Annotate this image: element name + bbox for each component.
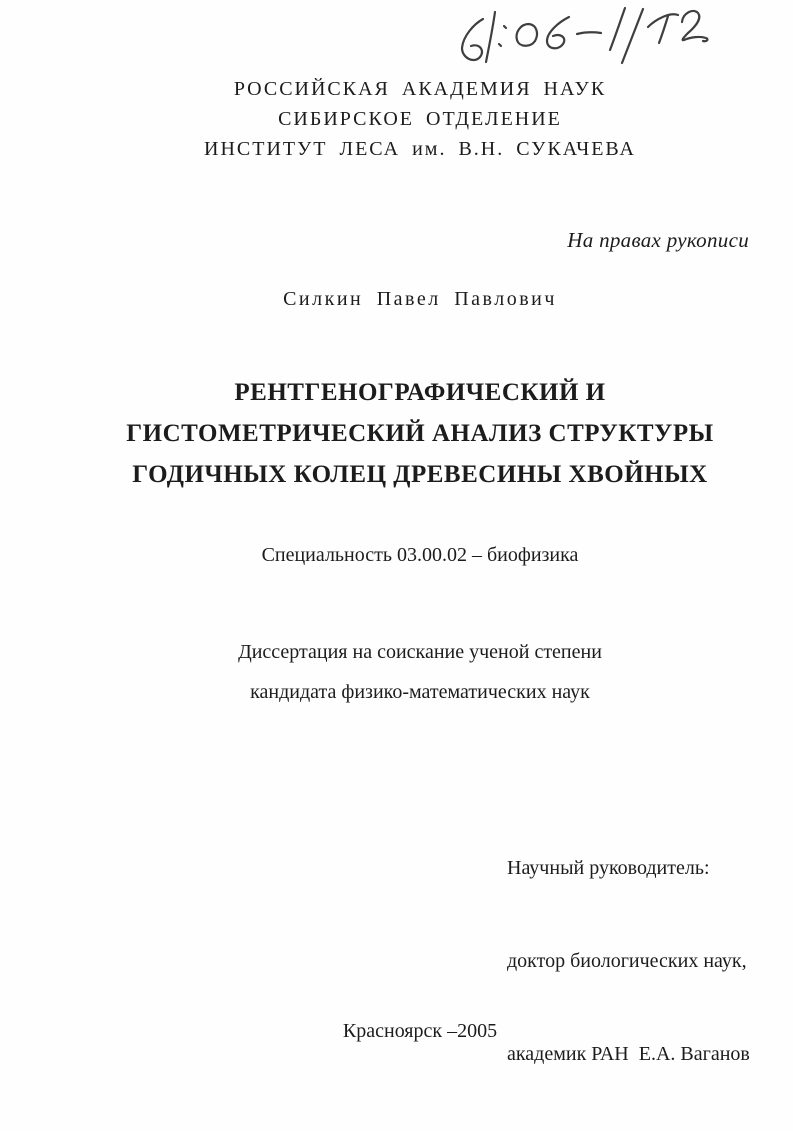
supervisor-heading: Научный руководитель: (507, 857, 710, 879)
degree-line-2: кандидата физико-математических наук (250, 681, 590, 703)
specialty-line: Специальность 03.00.02 – биофизика (261, 544, 579, 566)
institution-header (47, 74, 793, 164)
dissertation-title (47, 372, 793, 495)
handwritten-archive-code (430, 0, 720, 65)
institution-line-branch: СИБИРСКОЕ ОТДЕЛЕНИЕ (278, 108, 562, 130)
imprint-city-year: Красноярск –2005 (342, 1020, 498, 1042)
degree-line-1: Диссертация на соискание ученой степени (238, 641, 602, 663)
supervisor-degree: доктор биологических наук, (507, 950, 747, 972)
manuscript-rights-note: На правах рукописи (567, 228, 749, 252)
author-name: Силкин Павел Павлович (283, 288, 557, 310)
title-line-1: РЕНТГЕНОГРАФИЧЕСКИЙ И (234, 379, 606, 406)
handwriting-strokes-icon (430, 0, 720, 65)
institution-line-academy: РОССИЙСКАЯ АКАДЕМИЯ НАУК (233, 78, 607, 100)
supervisor-name: академик РАН Е.А. Ваганов (507, 1043, 750, 1065)
degree-statement (47, 632, 793, 712)
supervisor-block (507, 791, 750, 1132)
title-line-2: ГИСТОМЕТРИЧЕСКИЙ АНАЛИЗ СТРУКТУРЫ (126, 420, 714, 447)
institution-line-institute: ИНСТИТУТ ЛЕСА им. В.Н. СУКАЧЕВА (204, 138, 636, 160)
title-line-3: ГОДИЧНЫХ КОЛЕЦ ДРЕВЕСИНЫ ХВОЙНЫХ (132, 461, 708, 488)
